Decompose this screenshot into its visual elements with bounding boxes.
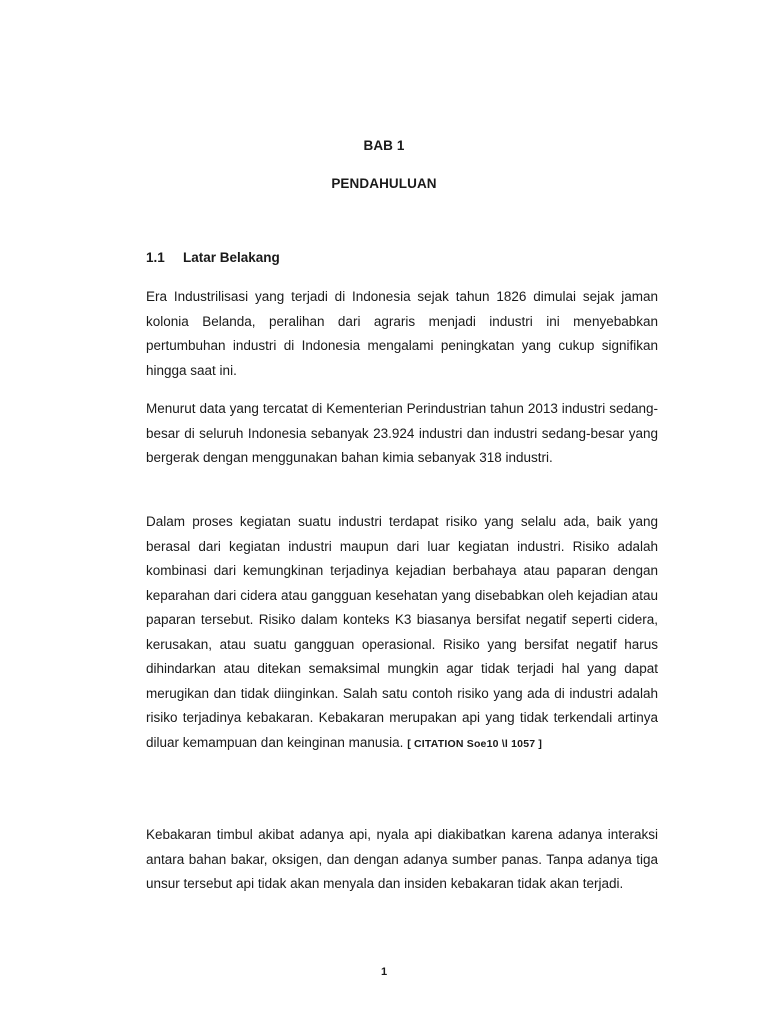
paragraph-2: Menurut data yang tercatat di Kementerian Perindustrian tahun 2013 industri sedang-besar di seluruh Indonesia sebanyak 23.924 industri dan industri sedang-besar yang bergerak dengan menggunakan bahan kimia sebanyak 318 industri. bbox=[146, 401, 658, 465]
citation-field: [ CITATION Soe10 \l 1057 ] bbox=[407, 737, 543, 750]
paragraph-4: Kebakaran timbul akibat adanya api, nyala api diakibatkan karena adanya interaksi antara bahan bakar, oksigen, dan dengan adanya sumber panas. Tanpa adanya tiga unsur tersebut api tidak akan menyala dan insiden kebakaran tidak akan terjadi. bbox=[146, 827, 658, 891]
chapter-number: BAB 1 bbox=[363, 138, 405, 153]
section-heading bbox=[146, 250, 280, 265]
chapter-title: PENDAHULUAN bbox=[331, 176, 437, 191]
page-number: 1 bbox=[380, 966, 388, 978]
paragraph-3 bbox=[146, 510, 658, 756]
paragraph-3-text: Dalam proses kegiatan suatu industri terdapat risiko yang selalu ada, baik yang berasal dari kegiatan industri maupun dari luar kegiatan industri. Risiko adalah kombinasi dari kemungkinan terjadinya kejadian berbahaya atau paparan dengan keparahan dari cidera atau gangguan kesehatan yang disebabkan oleh kejadian atau paparan tersebut. Risiko dalam konteks K3 biasanya bersifat negatif seperti cidera, kerusakan, atau suatu gangguan operasional. Risiko yang bersifat negatif harus dihindarkan atau ditekan semaksimal mungkin agar tidak terjadi hal yang dapat merugikan dan tidak diinginkan. Salah satu contoh risiko yang ada di industri adalah risiko terjadinya kebakaran. Kebakaran merupakan api yang tidak terkendali artinya diluar kemampuan dan keinginan manusia. bbox=[146, 514, 658, 750]
paragraph-1: Era Industrilisasi yang terjadi di Indonesia sejak tahun 1826 dimulai sejak jaman kolonia Belanda, peralihan dari agraris menjadi industri ini menyebabkan pertumbuhan industri di Indonesia mengalami peningkatan yang cukup signifikan hingga saat ini. bbox=[146, 289, 658, 378]
section-title: Latar Belakang bbox=[183, 250, 280, 265]
section-number: 1.1 bbox=[146, 250, 165, 265]
